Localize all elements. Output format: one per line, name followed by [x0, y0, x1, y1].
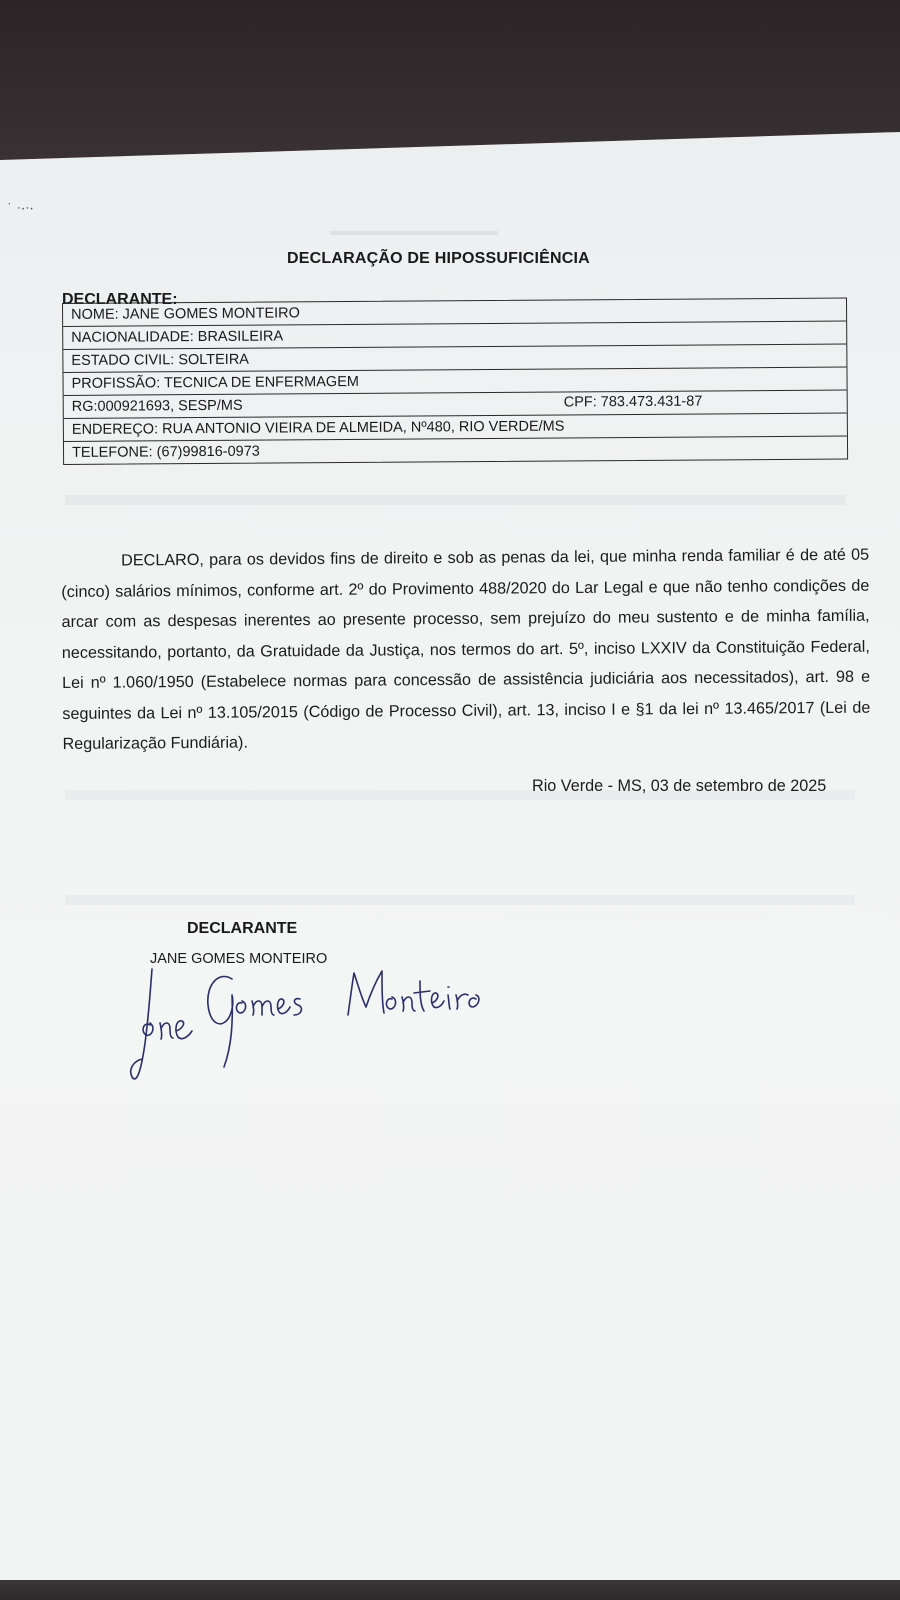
declarante-label: DECLARANTE: [62, 291, 178, 308]
table-row [64, 437, 847, 464]
signature-name: JANE GOMES MONTEIRO [150, 951, 328, 967]
show-through: ▬▬▬▬▬▬▬▬▬▬▬▬ [330, 222, 498, 238]
document-title: DECLARAÇÃO DE HIPOSSUFICIÊNCIA [287, 250, 590, 267]
phone-field: TELEFONE: (67)99816-0973 [71, 443, 260, 461]
cpf-field: CPF: 783.473.431-87 [563, 393, 703, 411]
place-date: Rio Verde - MS, 03 de setembro de 2025 [532, 777, 827, 795]
show-through [65, 790, 855, 905]
nationality-field: NACIONALIDADE: BRASILEIRA [71, 328, 284, 346]
address-field: ENDEREÇO: RUA ANTONIO VIEIRA DE ALMEIDA, Nº480, RIO VERDE/MS [71, 418, 565, 438]
name-field: NOME: JANE GOMES MONTEIRO [71, 305, 300, 323]
signature-title: DECLARANTE [187, 920, 298, 937]
profession-field: PROFISSÃO: TECNICA DE ENFERMAGEM [71, 373, 359, 392]
civil-status-field: ESTADO CIVIL: SOLTEIRA [71, 351, 250, 369]
declaration-body: DECLARO, para os devidos fins de direito e sob as penas da lei, que minha renda familiar é de até 05 (cinco) salários mínimos, conforme art. 2º do Provimento 488/2020 do Lar Legal e que não tenho condições de arcar com as despesas inerentes ao presente processo, sem prejuízo do meu sustento e de minha família, necessitando, portanto, da Gratuidade da Justiça, nos termos do art. 5º, inciso LXXIV da Constituição Federal, Lei nº 1.060/1950 (Estabelece normas para concessão de assistência judiciária aos necessitados), art. 98 e seguintes da Lei nº 13.105/2015 (Código de Processo Civil), art. 13, inciso I e §1 da lei nº 13.465/2017 (Lei de Regularização Fundiária). [61, 545, 871, 753]
handwritten-signature [120, 965, 510, 1105]
ink-mark: ˙ ˑ·ˑ· [6, 202, 34, 217]
rg-field: RG:000921693, SESP/MS [71, 397, 243, 415]
declarant-info-table [62, 298, 848, 465]
